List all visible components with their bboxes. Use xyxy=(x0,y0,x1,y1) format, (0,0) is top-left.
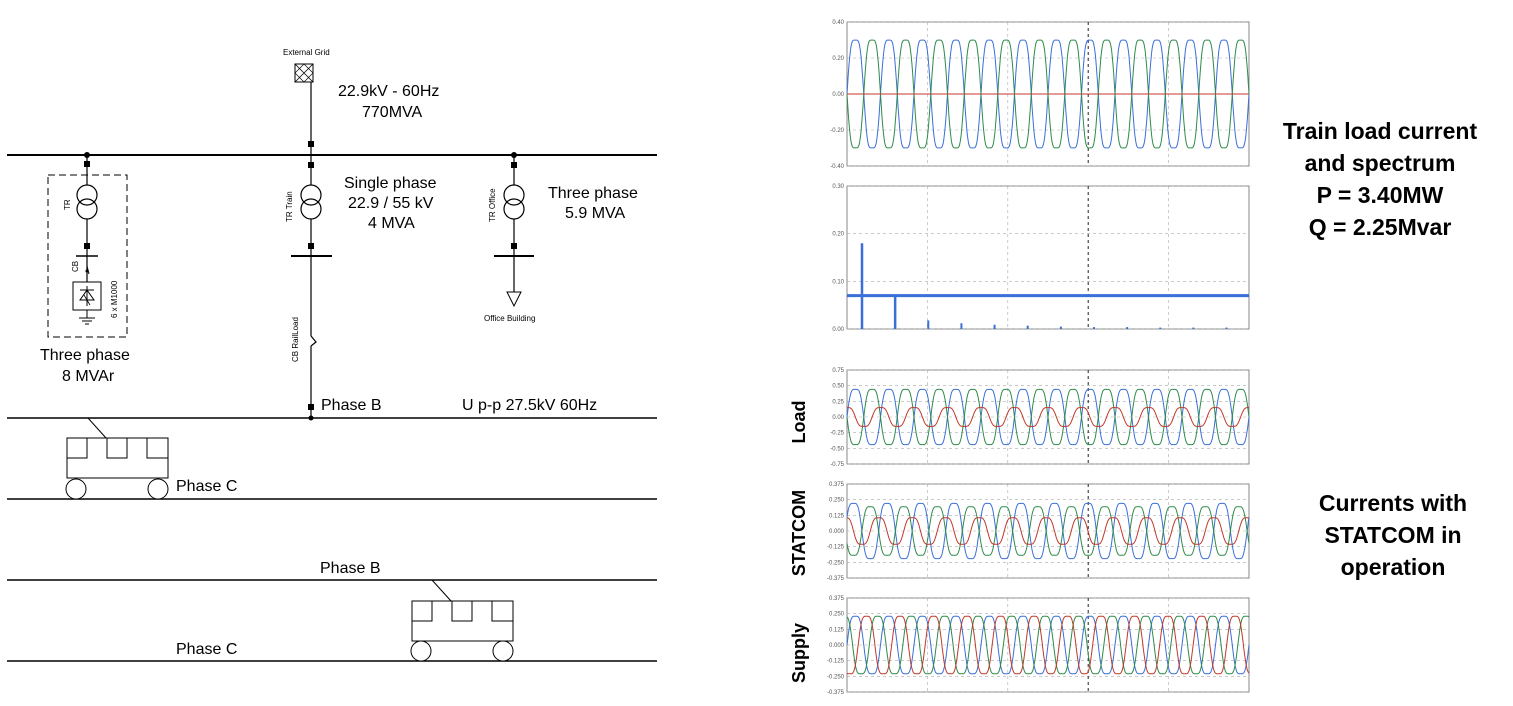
tr-office-transformer-icon xyxy=(504,185,524,219)
single-line-diagram xyxy=(7,48,657,661)
y-tick-label: 0.375 xyxy=(828,596,844,602)
caption-train-line3: P = 3.40MW xyxy=(1316,182,1444,208)
y-tick-label: 0.375 xyxy=(828,482,844,488)
tr-train-transformer-icon xyxy=(301,185,321,219)
y-tick-label: 0.00 xyxy=(832,92,844,98)
single-phase-line3: 4 MVA xyxy=(368,215,415,232)
single-phase-line1: Single phase xyxy=(344,175,437,192)
charts-area xyxy=(827,20,1249,696)
y-tick-label: 0.000 xyxy=(828,529,844,535)
y-tick-label: 0.40 xyxy=(832,20,844,26)
y-tick-label: 0.20 xyxy=(832,231,844,238)
tr-label: TR xyxy=(63,199,72,210)
statcom-rating-line2: 8 MVAr xyxy=(62,368,115,385)
office-building-label: Office Building xyxy=(484,314,536,323)
chart-train-load-current xyxy=(830,20,1249,170)
side-label-supply: Supply xyxy=(789,622,809,684)
phase-c-top-label: Phase C xyxy=(176,478,238,495)
chart-supply xyxy=(827,596,1249,696)
y-tick-label: 0.250 xyxy=(828,611,844,618)
train-car-top-icon xyxy=(66,418,168,499)
external-grid-icon xyxy=(295,64,313,82)
statcom-unit-icon xyxy=(73,282,101,310)
y-tick-label: -0.375 xyxy=(826,690,844,696)
chart-load xyxy=(830,368,1249,468)
caption-train-line2: and spectrum xyxy=(1304,150,1456,176)
statcom-rating-line1: Three phase xyxy=(40,347,130,364)
y-tick-label: -0.375 xyxy=(826,576,844,582)
y-tick-label: -0.125 xyxy=(826,544,844,551)
cb-railload-label: CB RailLoad xyxy=(291,317,300,362)
grid-breaker-node xyxy=(308,141,314,147)
y-tick-label: 0.50 xyxy=(832,383,844,390)
y-tick-label: -0.40 xyxy=(830,164,844,170)
y-tick-label: -0.25 xyxy=(830,430,844,437)
y-tick-label: 0.250 xyxy=(828,497,844,504)
y-tick-label: 0.75 xyxy=(832,368,844,374)
cb-label: CB xyxy=(71,260,80,272)
y-tick-label: 0.25 xyxy=(832,399,844,406)
caption-statcom-line2: STATCOM in xyxy=(1324,522,1462,548)
y-tick-label: 0.000 xyxy=(828,643,844,649)
external-grid-label: External Grid xyxy=(283,48,330,57)
caption-statcom-line3: operation xyxy=(1340,554,1446,580)
grid-rating-line1: 22.9kV - 60Hz xyxy=(338,83,440,100)
three-phase-line2: 5.9 MVA xyxy=(565,205,626,222)
caption-train-line1: Train load current xyxy=(1282,118,1478,144)
y-tick-label: -0.250 xyxy=(826,674,844,681)
chart-spectrum xyxy=(832,184,1249,333)
tr-transformer-icon xyxy=(77,185,97,219)
y-tick-label: 0.30 xyxy=(832,184,844,190)
single-phase-line2: 22.9 / 55 kV xyxy=(348,195,434,212)
y-tick-label: -0.125 xyxy=(826,658,844,665)
y-tick-label: -0.50 xyxy=(830,446,844,453)
tr-office-label: TR Office xyxy=(488,188,497,222)
y-tick-label: -0.20 xyxy=(830,128,844,134)
chart-statcom xyxy=(827,482,1249,582)
grid-rating-line2: 770MVA xyxy=(362,104,423,121)
y-tick-label: -0.250 xyxy=(826,560,844,567)
y-tick-label: -0.75 xyxy=(830,462,844,468)
side-label-statcom: STATCOM xyxy=(789,489,809,577)
caption-train-line4: Q = 2.25Mvar xyxy=(1308,214,1452,240)
y-tick-label: 0.125 xyxy=(828,513,844,520)
cb-railload-switch-icon xyxy=(311,336,316,346)
plot-frame xyxy=(847,186,1249,329)
office-load-icon xyxy=(507,292,521,306)
train-car-bottom-icon xyxy=(411,580,513,661)
side-label-load: Load xyxy=(789,400,809,444)
y-tick-label: 0.20 xyxy=(832,56,844,62)
upp-label: U p-p 27.5kV 60Hz xyxy=(462,397,598,414)
y-tick-label: 0.00 xyxy=(832,415,844,421)
phase-b-bottom-label: Phase B xyxy=(320,560,381,577)
y-tick-label: 0.10 xyxy=(832,279,844,286)
tr-train-label: TR Train xyxy=(285,191,294,222)
phase-c-bottom-label: Phase C xyxy=(176,641,238,658)
phase-b-top-label: Phase B xyxy=(321,397,382,414)
caption-statcom-line1: Currents with xyxy=(1318,490,1468,516)
y-tick-label: 0.00 xyxy=(832,327,844,333)
statcom-units-label: 6 x M1000 xyxy=(110,280,119,318)
y-tick-label: 0.125 xyxy=(828,627,844,634)
three-phase-line1: Three phase xyxy=(548,185,638,202)
